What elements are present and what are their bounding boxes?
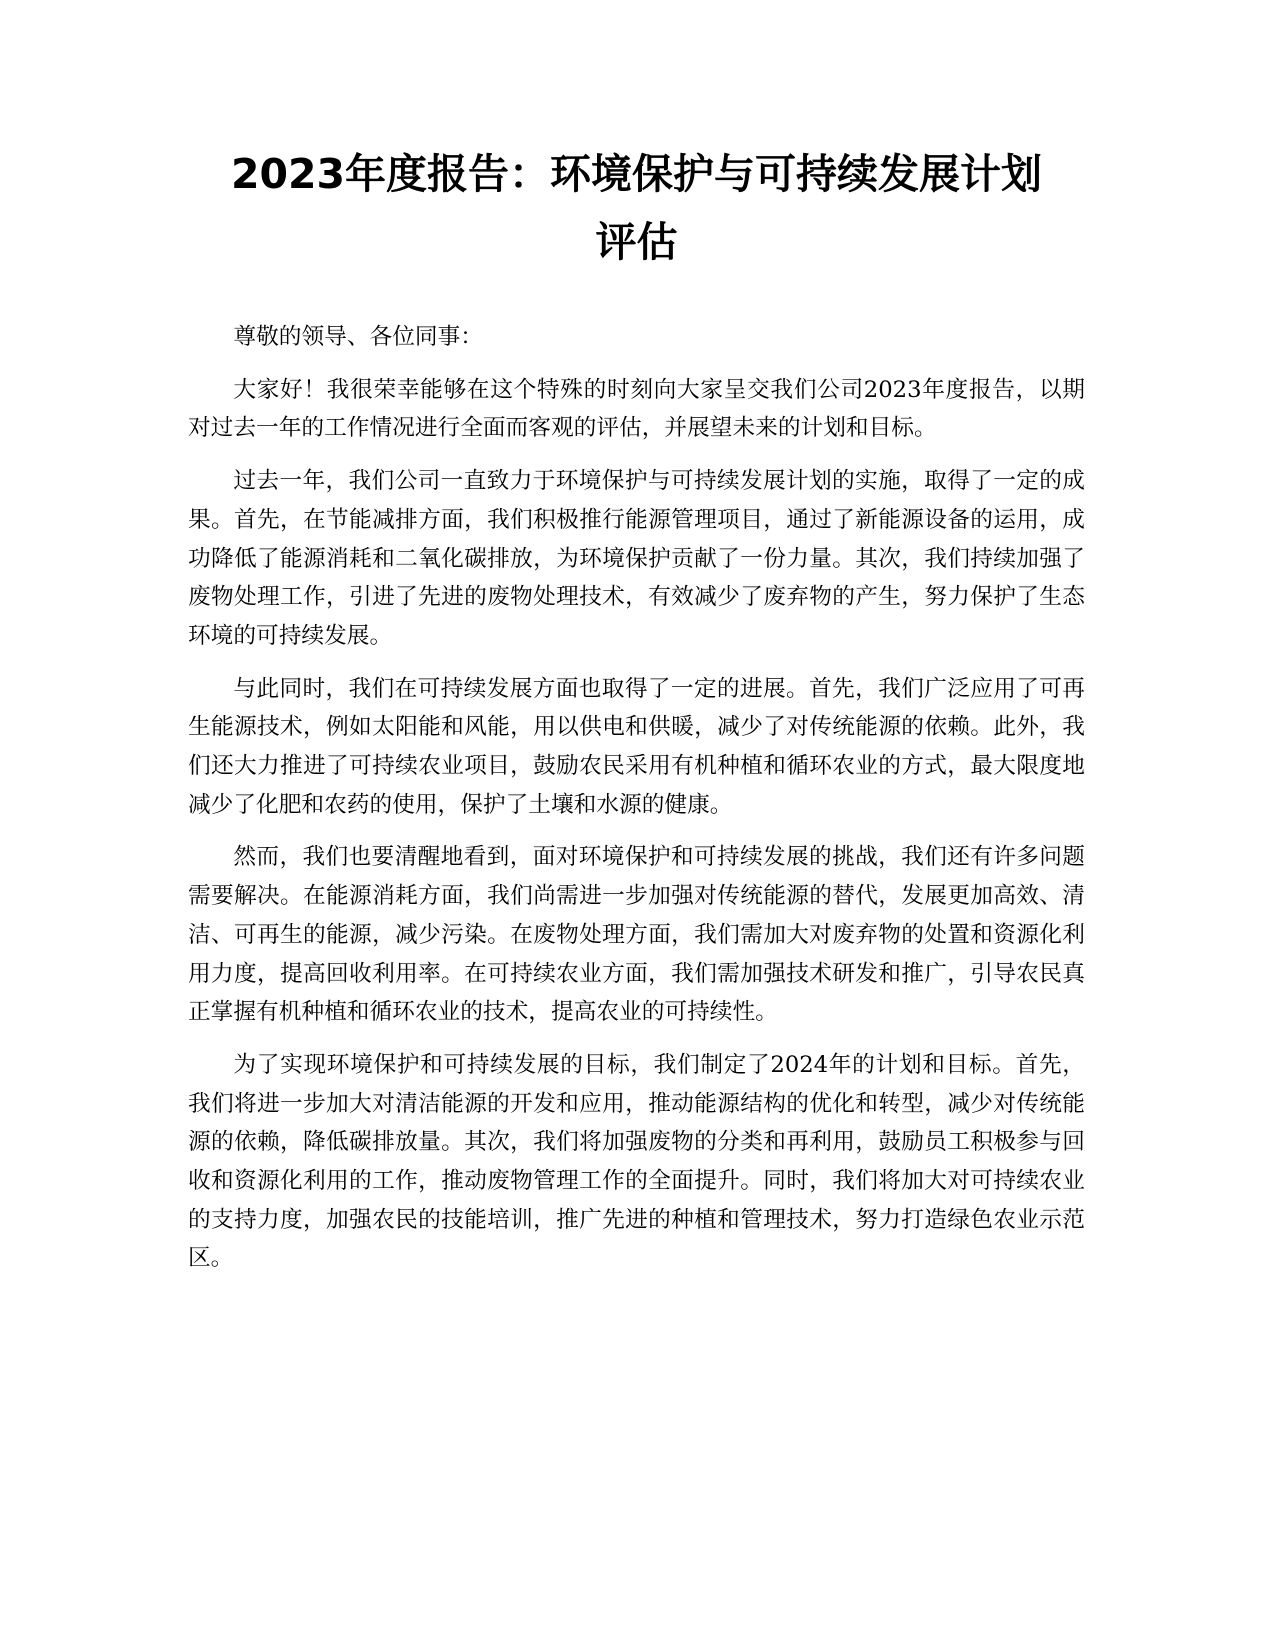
title-line-2: 评估: [595, 218, 678, 266]
salutation: 尊敬的领导、各位同事：: [233, 324, 483, 350]
document-body: [188, 318, 1085, 1278]
paragraph-plans: 为了实现环境保护和可持续发展的目标，我们制定了2024年的计划和目标。首先，我们将进一步加大对清洁能源的开发和应用，推动能源结构的优化和转型，减少对传统能源的依赖，降低碳排放量。其次，我们将加强废物的分类和再利用，鼓励员工积极参与回收和资源化利用的工作，推动废物管理工作的全面提升。同时，我们将加大对可持续农业的支持力度，加强农民的技能培训，推广先进的种植和管理技术，努力打造绿色农业示范区。: [188, 1051, 1085, 1272]
paragraph-greeting: 大家好！我很荣幸能够在这个特殊的时刻向大家呈交我们公司2023年度报告，以期对过去一年的工作情况进行全面而客观的评估，并展望未来的计划和目标。: [188, 376, 1085, 442]
paragraph-achievements: 过去一年，我们公司一直致力于环境保护与可持续发展计划的实施，取得了一定的成果。首先，在节能减排方面，我们积极推行能源管理项目，通过了新能源设备的运用，成功降低了能源消耗和二氧化碳排放，为环境保护贡献了一份力量。其次，我们持续加强了废物处理工作，引进了先进的废物处理技术，有效减少了废弃物的产生，努力保护了生态环境的可持续发展。: [188, 468, 1085, 649]
paragraph-challenges: 然而，我们也要清醒地看到，面对环境保护和可持续发展的挑战，我们还有许多问题需要解决。在能源消耗方面，我们尚需进一步加强对传统能源的替代，发展更加高效、清洁、可再生的能源，减少污染。在废物处理方面，我们需加大对废弃物的处置和资源化利用力度，提高回收利用率。在可持续农业方面，我们需加强技术研发和推广，引导农民真正掌握有机种植和循环农业的技术，提高农业的可持续性。: [188, 844, 1085, 1026]
paragraph-progress: 与此同时，我们在可持续发展方面也取得了一定的进展。首先，我们广泛应用了可再生能源技术，例如太阳能和风能，用以供电和供暖，减少了对传统能源的依赖。此外，我们还大力推进了可持续农业项目，鼓励农民采用有机种植和循环农业的方式，最大限度地减少了化肥和农药的使用，保护了土壤和水源的健康。: [188, 675, 1085, 818]
document-title: [188, 140, 1085, 276]
title-line-1: 2023年度报告：环境保护与可持续发展计划: [230, 150, 1043, 198]
